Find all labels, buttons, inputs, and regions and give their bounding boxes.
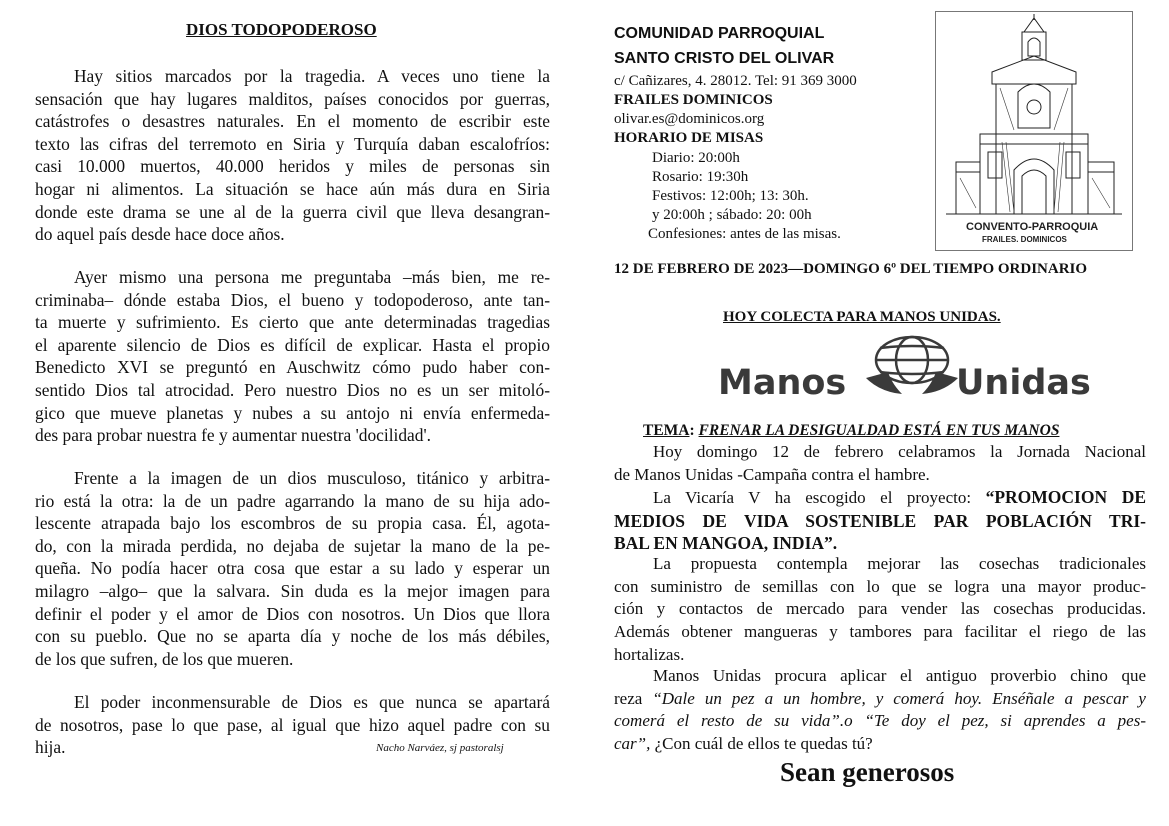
text-line: de Manos Unidas -Campaña contra el hambre. (614, 464, 930, 484)
proverb-quote-end: car”, (614, 734, 651, 754)
text-line (614, 733, 1146, 756)
drawing-caption-1: CONVENTO-PARROQUIA (966, 221, 1099, 233)
church-drawing (935, 11, 1133, 251)
date-line: 12 DE FEBRERO DE 2023—DOMINGO 6º DEL TIEMPO ORDINARIO (614, 261, 1088, 277)
text-line: des para probar nuestra fe y aumentar nuestra 'docilidad'. (35, 425, 431, 446)
text-line: hogar ni alimentos. La situación se hace aún más dura en Siria (35, 178, 550, 199)
project-title-part-2: MEDIOS DE VIDA SOSTENIBLE PAR POBLACIÓN TRI- (614, 510, 1146, 531)
campaign-paragraph-3 (614, 553, 1146, 667)
text-line: Hay sitios marcados por la tragedia. A veces uno tiene la (74, 66, 550, 86)
author-signature: Nacho Narváez, sj pastoralsj (376, 742, 504, 754)
text-line: hortalizas. (614, 644, 685, 664)
text-line: definir el poder y el amor de Dios con nosotros. Un Dios que llora (35, 603, 550, 624)
article-paragraph-1 (35, 65, 550, 246)
collection-heading: HOY COLECTA PARA MANOS UNIDAS. (723, 309, 1001, 325)
text-line: ción y contactos de mercado para vender las cosechas producidas. (614, 599, 1146, 619)
text-line: do aquel país desde hace doce años. (35, 224, 285, 245)
theme-line (643, 422, 1059, 440)
text-line: ta muerte y sufrimiento. Es cierto que ante determinadas tragedias (35, 312, 550, 333)
project-lead: La Vicaría V ha escogido el proyecto: (653, 488, 972, 507)
text-fragment: reza (614, 688, 653, 708)
campaign-paragraph-2 (614, 486, 1146, 555)
article-title: DIOS TODOPODEROSO (186, 20, 377, 39)
schedule-rosary: Rosario: 19:30h (652, 169, 749, 185)
theme-value: FRENAR LA DESIGUALDAD ESTÁ EN TUS MANOS (698, 422, 1060, 439)
text-line: de los que sufren, de los que mueren. (35, 648, 294, 669)
text-line: do, con la mirada perdida, no dejaba de sujetar la mano de la pe- (35, 535, 550, 556)
manos-unidas-logo (716, 334, 1111, 410)
closing-exhortation: Sean generosos (780, 757, 955, 787)
closing-question: ¿Con cuál de ellos te quedas tú? (650, 734, 873, 754)
text-line: rio está la otra: la de un padre agarrando la mano de su hija ado- (35, 490, 550, 511)
campaign-paragraph-4 (614, 665, 1146, 756)
text-line: el aparente silencio de Dios es difícil de explicar. Hasta el propio (35, 334, 550, 355)
text-line: gico que mueve planetas y nubes a su antojo ni envía enfermeda- (35, 402, 550, 423)
text-line: sentido Dios tal atrocidad. Pero nuestro Dios no es un ser mitoló- (35, 379, 550, 400)
text-line: con suministro de semillas con lo que se logra una mayor produc- (614, 576, 1146, 596)
order-name: FRAILES DOMINICOS (614, 92, 773, 108)
drawing-caption-2: FRAILES. DOMINICOS (982, 235, 1067, 244)
article-paragraph-3 (35, 467, 550, 670)
text-line: Hoy domingo 12 de febrero celabramos la Jornada Nacional (653, 442, 1146, 461)
text-line: con su pueblo. Que no se aparta día y noche de los más débiles, (35, 626, 550, 647)
schedule-daily: Diario: 20:00h (652, 150, 740, 166)
logo-word-1: Manos (718, 363, 847, 403)
text-line: queña. No podía hacer otra cosa que estar a su lado y esperar un (35, 558, 550, 579)
text-line: Benedicto XVI se preguntó en Auschwitz cómo pudo haber con- (35, 357, 550, 378)
campaign-paragraph-1 (614, 441, 1146, 486)
parish-email: olivar.es@dominicos.org (614, 111, 765, 127)
project-title-part-3: BAL EN MANGOA, INDIA”. (614, 533, 838, 554)
text-line: de nosotros, pase lo que pase, al igual que hizo aquel padre con su (35, 714, 550, 735)
church-sketch-icon (936, 12, 1132, 250)
text-line: donde este drama se une al de la guerra civil que lleva desangran- (35, 201, 550, 222)
proverb-quote-continued: comerá el resto de su vida”.o “Te doy el pez, si aprendes a pes- (614, 711, 1146, 731)
text-line: La propuesta contempla mejorar las cosechas tradicionales (653, 554, 1146, 573)
text-line: texto las cifras del terremoto en Siria y Turquía daban escalofríos: (35, 133, 550, 154)
text-line: criminaba– dónde estaba Dios, el bueno y todopoderoso, ante tan- (35, 289, 550, 310)
text-line: sensación que hay lugares malditos, países conocidos por guerras, (35, 88, 550, 109)
text-line: catástrofes o desastres naturales. En el momento de escribir este (35, 111, 550, 132)
article-paragraph-2 (35, 266, 550, 447)
project-title-part-1: “PROMOCION DE (985, 487, 1147, 507)
text-line: milagro –algo– que la salvara. Sin duda es la mejor imagen para (35, 580, 550, 601)
manos-unidas-logo-icon (716, 334, 1111, 410)
text-line: Ayer mismo una persona me preguntaba –más bien, me re- (74, 267, 550, 287)
text-line: Además obtener mangueras y tambores para facilitar el riego de las (614, 622, 1146, 642)
schedule-holidays: Festivos: 12:00h; 13: 30h. (652, 188, 809, 204)
text-line: hija. (35, 737, 66, 758)
schedule-saturday: y 20:00h ; sábado: 20: 00h (652, 207, 812, 223)
text-line: casi 10.000 muertos, 40.000 heridos y miles de personas sin (35, 156, 550, 177)
parish-address: c/ Cañizares, 4. 28012. Tel: 91 369 3000 (614, 73, 857, 89)
logo-word-2: Unidas (956, 363, 1091, 403)
parish-name-line-1: COMUNIDAD PARROQUIAL (614, 25, 825, 42)
parish-name-line-2: SANTO CRISTO DEL OLIVAR (614, 50, 835, 67)
theme-label: TEMA (643, 422, 690, 439)
proverb-quote: “Dale un pez a un hombre, y comerá hoy. Enséñale a pescar y (652, 688, 1146, 708)
text-line: El poder inconmensurable de Dios es que nunca se apartará (74, 692, 550, 712)
text-line: Manos Unidas procura aplicar el antiguo proverbio chino que (653, 666, 1146, 685)
theme-colon: : (689, 422, 695, 439)
schedule-confessions: Confesiones: antes de las misas. (648, 226, 841, 242)
text-line (614, 486, 1146, 510)
text-line: lescente atrapada bajo los escombros de su propia casa. Él, agota- (35, 513, 550, 534)
text-line: Frente a la imagen de un dios musculoso, titánico y arbitra- (74, 468, 550, 488)
text-line (614, 688, 1146, 711)
mass-schedule-title: HORARIO DE MISAS (614, 130, 764, 146)
